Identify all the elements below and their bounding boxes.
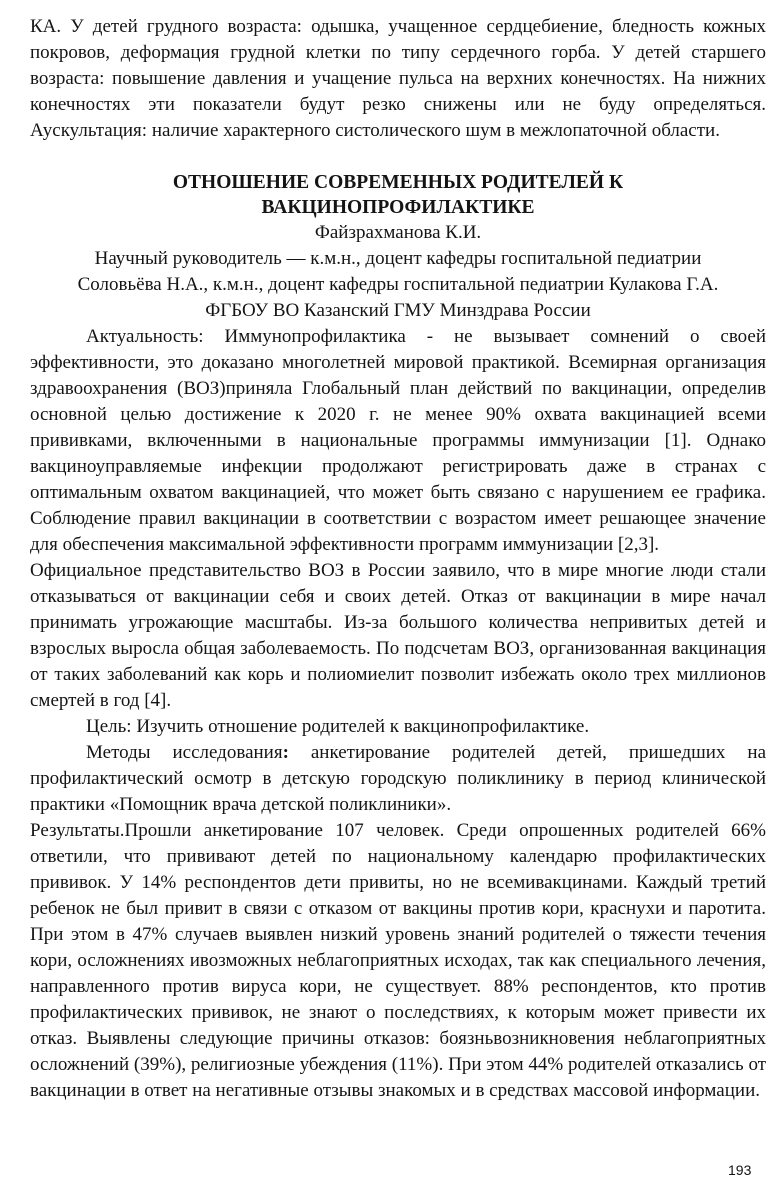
methods-paragraph [30, 740, 766, 818]
who-paragraph: Официальное представительство ВОЗ в России заявило, что в мире многие люди стали отказываться от вакцинации себя и своих детей. Отказ от вакцинации в мире начал принимать угрожающие масштабы. Из-за большого количества непривитых детей и взрослых выросла общая заболеваемость. По подсчетам ВОЗ, организованная вакцинация от таких заболеваний как корь и полиомиелит позволит избежать около трех миллионов смертей в год [4]. [30, 560, 766, 711]
article-title-line-1: ОТНОШЕНИЕ СОВРЕМЕННЫХ РОДИТЕЛЕЙ К [172, 172, 624, 193]
goal-paragraph: Цель: Изучить отношение родителей к вакцинопрофилактике. [86, 716, 590, 737]
relevance-paragraph: Актуальность: Иммунопрофилактика - не вызывает сомнений о своей эффективности, это доказано многолетней мировой практикой. Всемирная организация здравоохранения (ВОЗ)приняла Глобальный план действий по вакцинации, определив основной целью достижение к 2020 г. не менее 90% охвата вакцинацией всеми прививками, включенными в национальные программы иммунизации [1]. Однако вакциноуправляемые инфекции продолжают регистрировать даже в странах с оптимальным охватом вакцинацией, что может быть связано с нарушением ее графика. Соблюдение правил вакцинации в соответствии с возрастом имеет решающее значение для обеспечения максимальной эффективности программ иммунизации [2,3]. [30, 326, 766, 555]
spacer [30, 144, 766, 170]
institution: ФГБОУ ВО Казанский ГМУ Минздрава России [205, 300, 591, 321]
article-title-line-2: ВАКЦИНОПРОФИЛАКТИКЕ [261, 197, 535, 218]
supervisor-line-1: Научный руководитель — к.м.н., доцент кафедры госпитальной педиатрии [94, 248, 702, 269]
author: Файзрахманова К.И. [314, 222, 482, 243]
document-page [30, 14, 766, 1104]
methods-text: анкетирование родителей детей, пришедших на профилактический осмотр в детскую городскую поликлинику в период клинической практики «Помощник врача детской поликлиники». [30, 742, 766, 815]
supervisor-line-2: Соловьёва Н.А., к.м.н., доцент кафедры госпитальной педиатрии Кулакова Г.А. [77, 274, 719, 295]
intro-paragraph: КА. У детей грудного возраста: одышка, учащенное сердцебиение, бледность кожных покровов, деформация грудной клетки по типу сердечного горба. У детей старшего возраста: повышение давления и учащение пульса на верхних конечностях. На нижних конечностях эти показатели будут резко снижены или не буду определяться. Аускультация: наличие характерного систолического шум в межлопаточной области. [30, 16, 766, 141]
methods-colon: : [282, 742, 289, 763]
results-paragraph: Результаты.Прошли анкетирование 107 человек. Среди опрошенных родителей 66% ответили, что прививают детей по национальному календарю профилактических прививок. У 14% респондентов дети привиты, но не всемивакцинами. Каждый третий ребенок не был привит в связи с отказом от вакцины против кори, краснухи и паротита. При этом в 47% случаев выявлен низкий уровень знаний родителей о тяжести течения кори, осложнениях ивозможных неблагоприятных исходах, так как специального лечения, направленного против вируса кори, не существует. 88% респондентов, кто против профилактических прививок, не знают о последствиях, к которым может привести их отказ. Выявлены следующие причины отказов: боязньвозникновения неблагоприятных осложнений (39%), религиозные убеждения (11%). При этом 44% родителей отказались от вакцинации в ответ на негативные отзывы знакомых и в средствах массовой информации. [30, 820, 766, 1101]
methods-label: Методы исследования [86, 742, 283, 763]
page-number: 193 [728, 1162, 752, 1178]
